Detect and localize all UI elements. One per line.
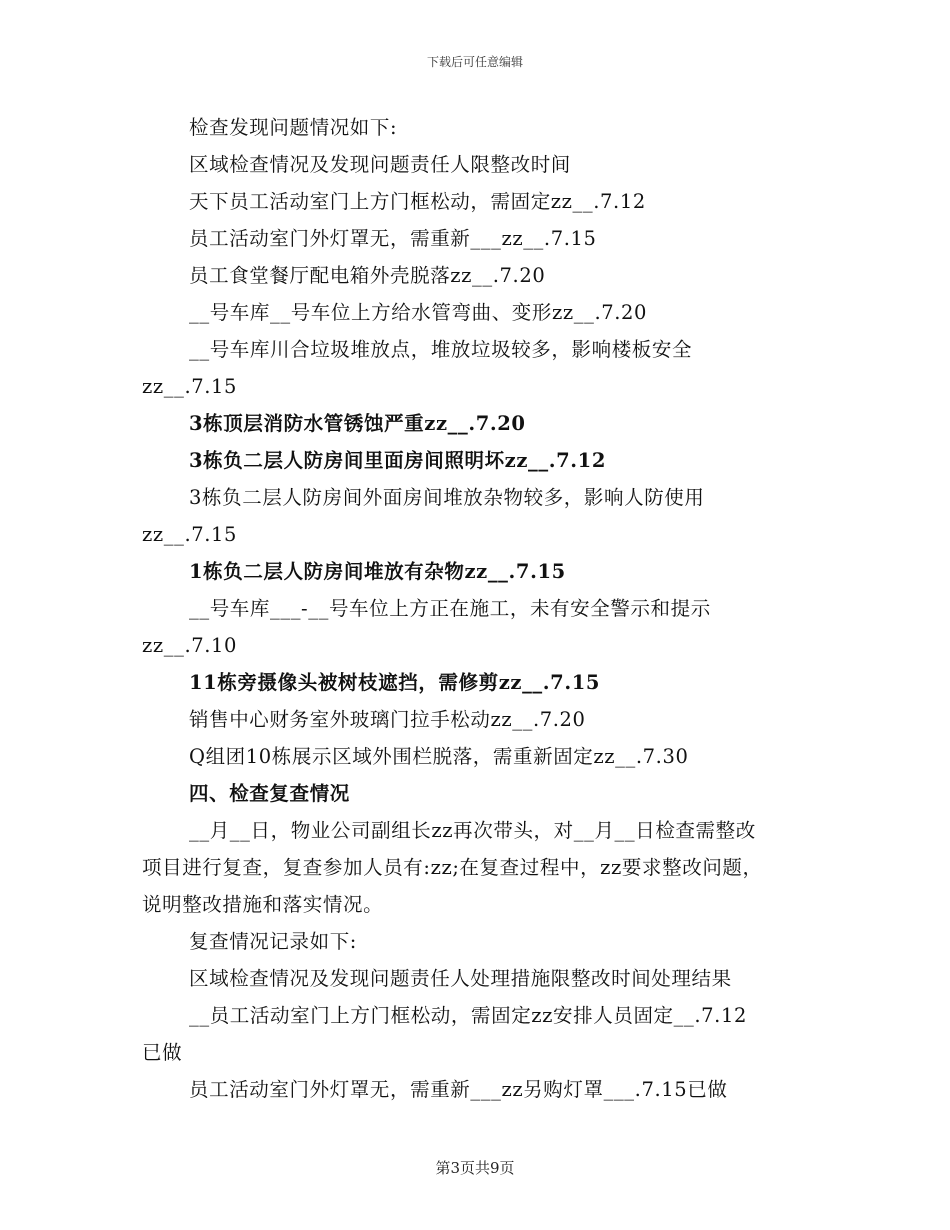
body-line: 3栋负二层人防房间里面房间照明坏zz__.7.12 xyxy=(189,449,606,472)
body-line: 员工食堂餐厅配电箱外壳脱落zz__.7.20 xyxy=(189,264,546,287)
page-number: 第3页共9页 xyxy=(435,1159,515,1177)
body-line: __号车库__号车位上方给水管弯曲、变形zz__.7.20 xyxy=(189,301,648,324)
body-line: 员工活动室门外灯罩无，需重新___zz另购灯罩___.7.15已做 xyxy=(189,1078,728,1101)
body-line: Q组团10栋展示区域外围栏脱落，需重新固定zz__.7.30 xyxy=(189,745,689,768)
body-line: 区域检查情况及发现问题责任人限整改时间 xyxy=(189,153,571,176)
body-line: 1栋负二层人防房间堆放有杂物zz__.7.15 xyxy=(189,560,566,583)
document-body xyxy=(142,109,814,1108)
body-line: __员工活动室门上方门框松动，需固定zz安排人员固定__.7.12 xyxy=(189,1004,747,1027)
body-line: __号车库川合垃圾堆放点，堆放垃圾较多，影响楼板安全 xyxy=(189,338,693,361)
body-line: 复查情况记录如下: xyxy=(189,930,357,953)
body-line: 项目进行复查，复查参加人员有:zz;在复查过程中，zz要求整改问题， xyxy=(142,856,763,879)
body-line: zz__.7.15 xyxy=(142,523,238,546)
body-line: 3栋顶层消防水管锈蚀严重zz__.7.20 xyxy=(189,412,526,435)
body-line: 说明整改措施和落实情况。 xyxy=(142,893,384,916)
page-header: 下载后可任意编辑 xyxy=(426,55,523,69)
body-line: 11栋旁摄像头被树枝遮挡，需修剪zz__.7.15 xyxy=(189,671,601,694)
body-line: 3栋负二层人防房间外面房间堆放杂物较多，影响人防使用 xyxy=(189,486,705,509)
body-line: 检查发现问题情况如下: xyxy=(189,116,398,139)
body-line: 区域检查情况及发现问题责任人处理措施限整改时间处理结果 xyxy=(189,967,732,990)
body-line: zz__.7.15 xyxy=(142,375,238,398)
body-line: 天下员工活动室门上方门框松动，需固定zz__.7.12 xyxy=(189,190,646,213)
body-line: 员工活动室门外灯罩无，需重新___zz__.7.15 xyxy=(189,227,597,250)
body-line: 已做 xyxy=(142,1041,183,1064)
body-line: __月__日，物业公司副组长zz再次带头，对__月__日检查需整改 xyxy=(189,819,756,842)
body-line: __号车库___-__号车位上方正在施工，未有安全警示和提示 xyxy=(189,597,711,620)
section-heading: 四、检查复查情况 xyxy=(189,782,350,805)
body-line: 销售中心财务室外玻璃门拉手松动zz__.7.20 xyxy=(189,708,586,731)
body-line: zz__.7.10 xyxy=(142,634,238,657)
